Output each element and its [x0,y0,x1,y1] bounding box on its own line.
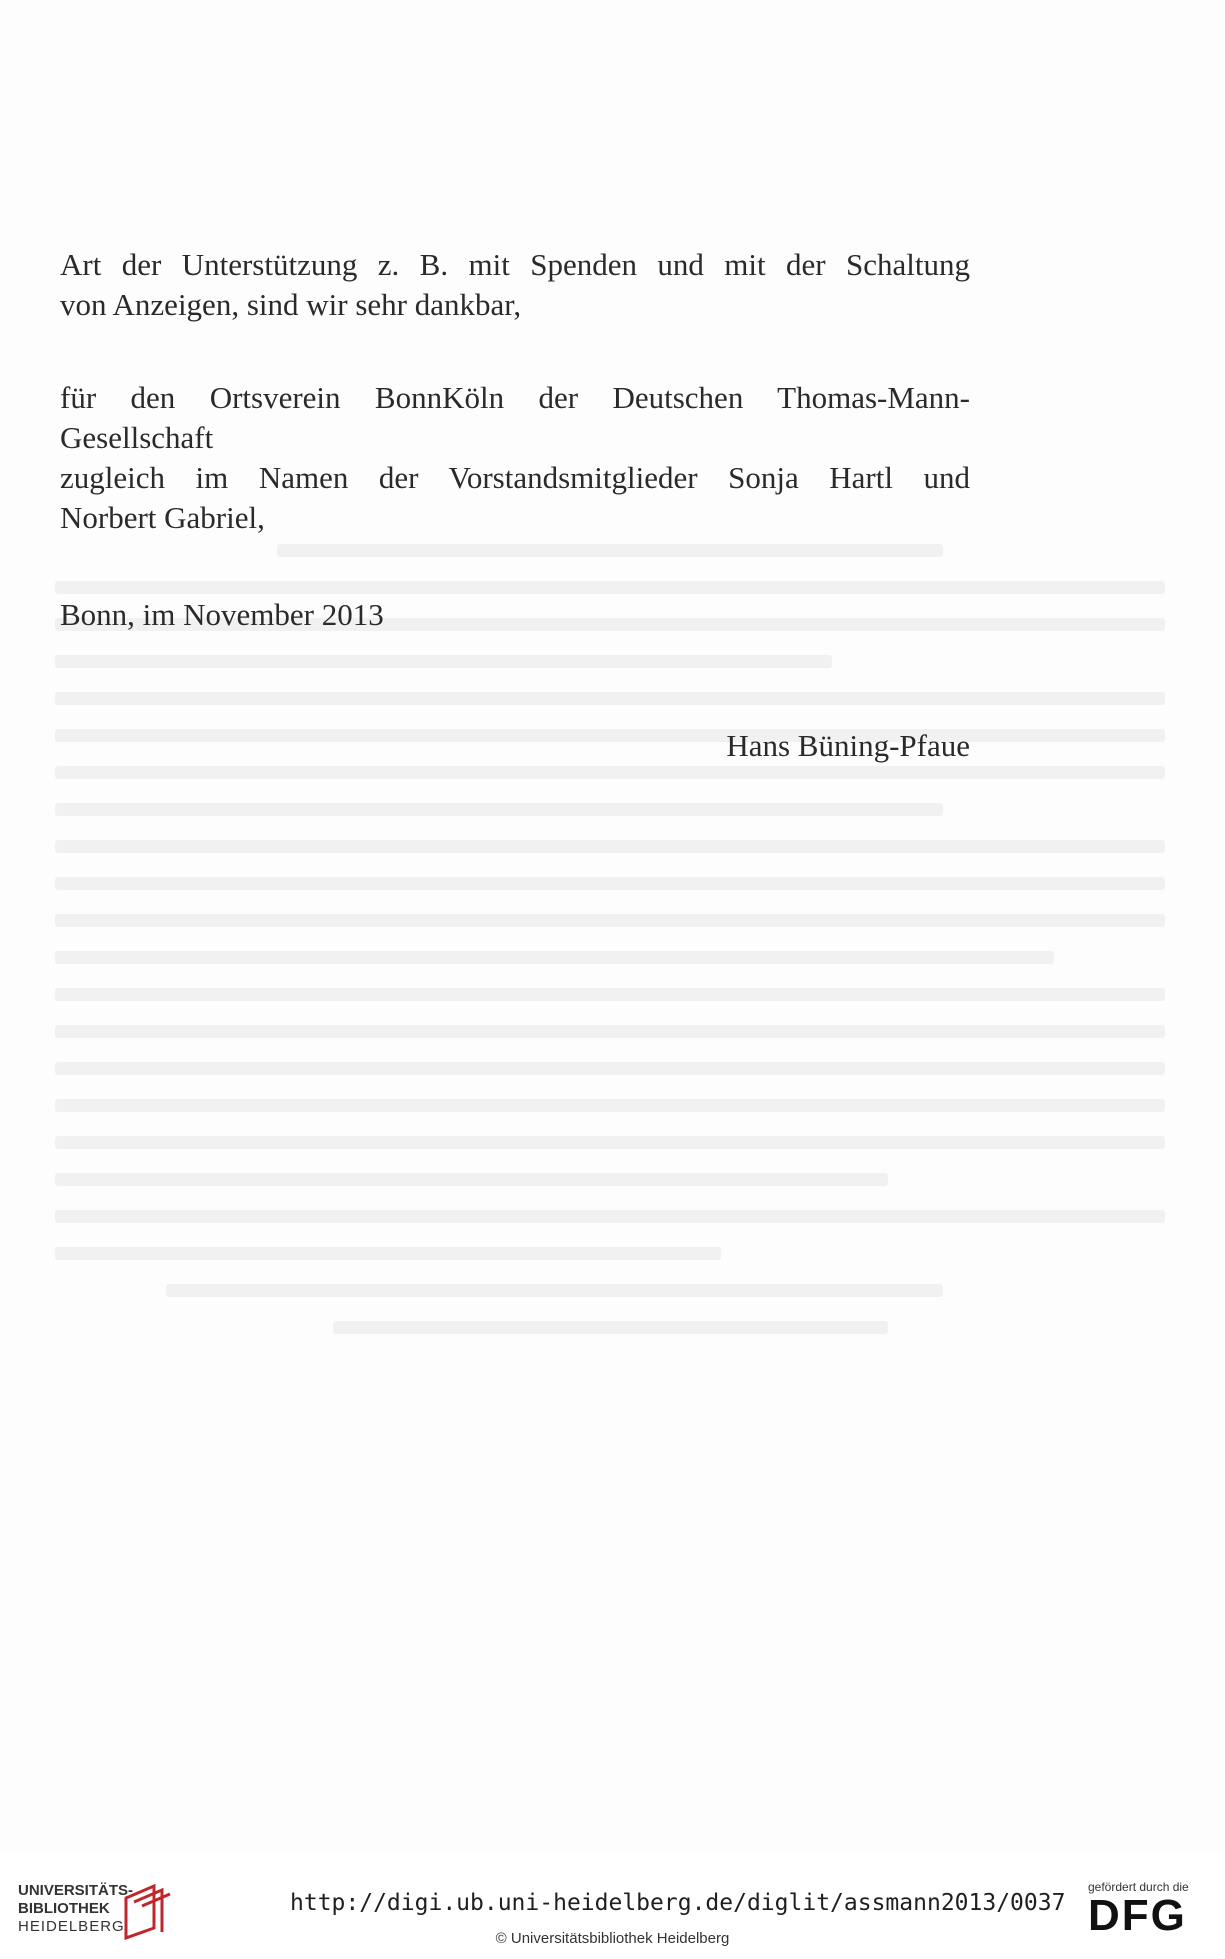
dateline: Bonn, im November 2013 [60,597,384,632]
library-name-line: UNIVERSITÄTS- [18,1882,134,1899]
library-name [18,1882,133,1936]
permalink-url[interactable]: http://digi.ub.uni-heidelberg.de/diglit/assmann2013/0037 [290,1890,1066,1916]
library-name-line: HEIDELBERG [18,1918,125,1935]
library-name-line: BIBLIOTHEK [18,1900,110,1917]
paragraph-line: Art der Unterstützung z. B. mit Spenden und mit der Schaltung [60,247,970,282]
funder-caption: gefördert durch die [1088,1880,1189,1894]
paragraph-line: von Anzeigen, sind wir sehr dankbar, [60,287,522,322]
funder-block [1088,1880,1208,1938]
show-through-text [55,520,1165,1358]
paragraph-line: für den Ortsverein BonnKöln der Deutschen Thomas-Mann- [60,380,970,415]
signature: Hans Büning-Pfaue [726,728,970,763]
paragraph-line: Gesellschaft [60,420,214,455]
dfg-logo: DFG [1088,1891,1187,1940]
viewer-footer [0,1850,1225,1959]
paragraph-line: zugleich im Namen der Vorstandsmitglieder Sonja Hartl und [60,460,970,495]
paragraph-line: Norbert Gabriel, [60,500,265,535]
copyright-notice: © Universitätsbibliothek Heidelberg [495,1930,730,1947]
